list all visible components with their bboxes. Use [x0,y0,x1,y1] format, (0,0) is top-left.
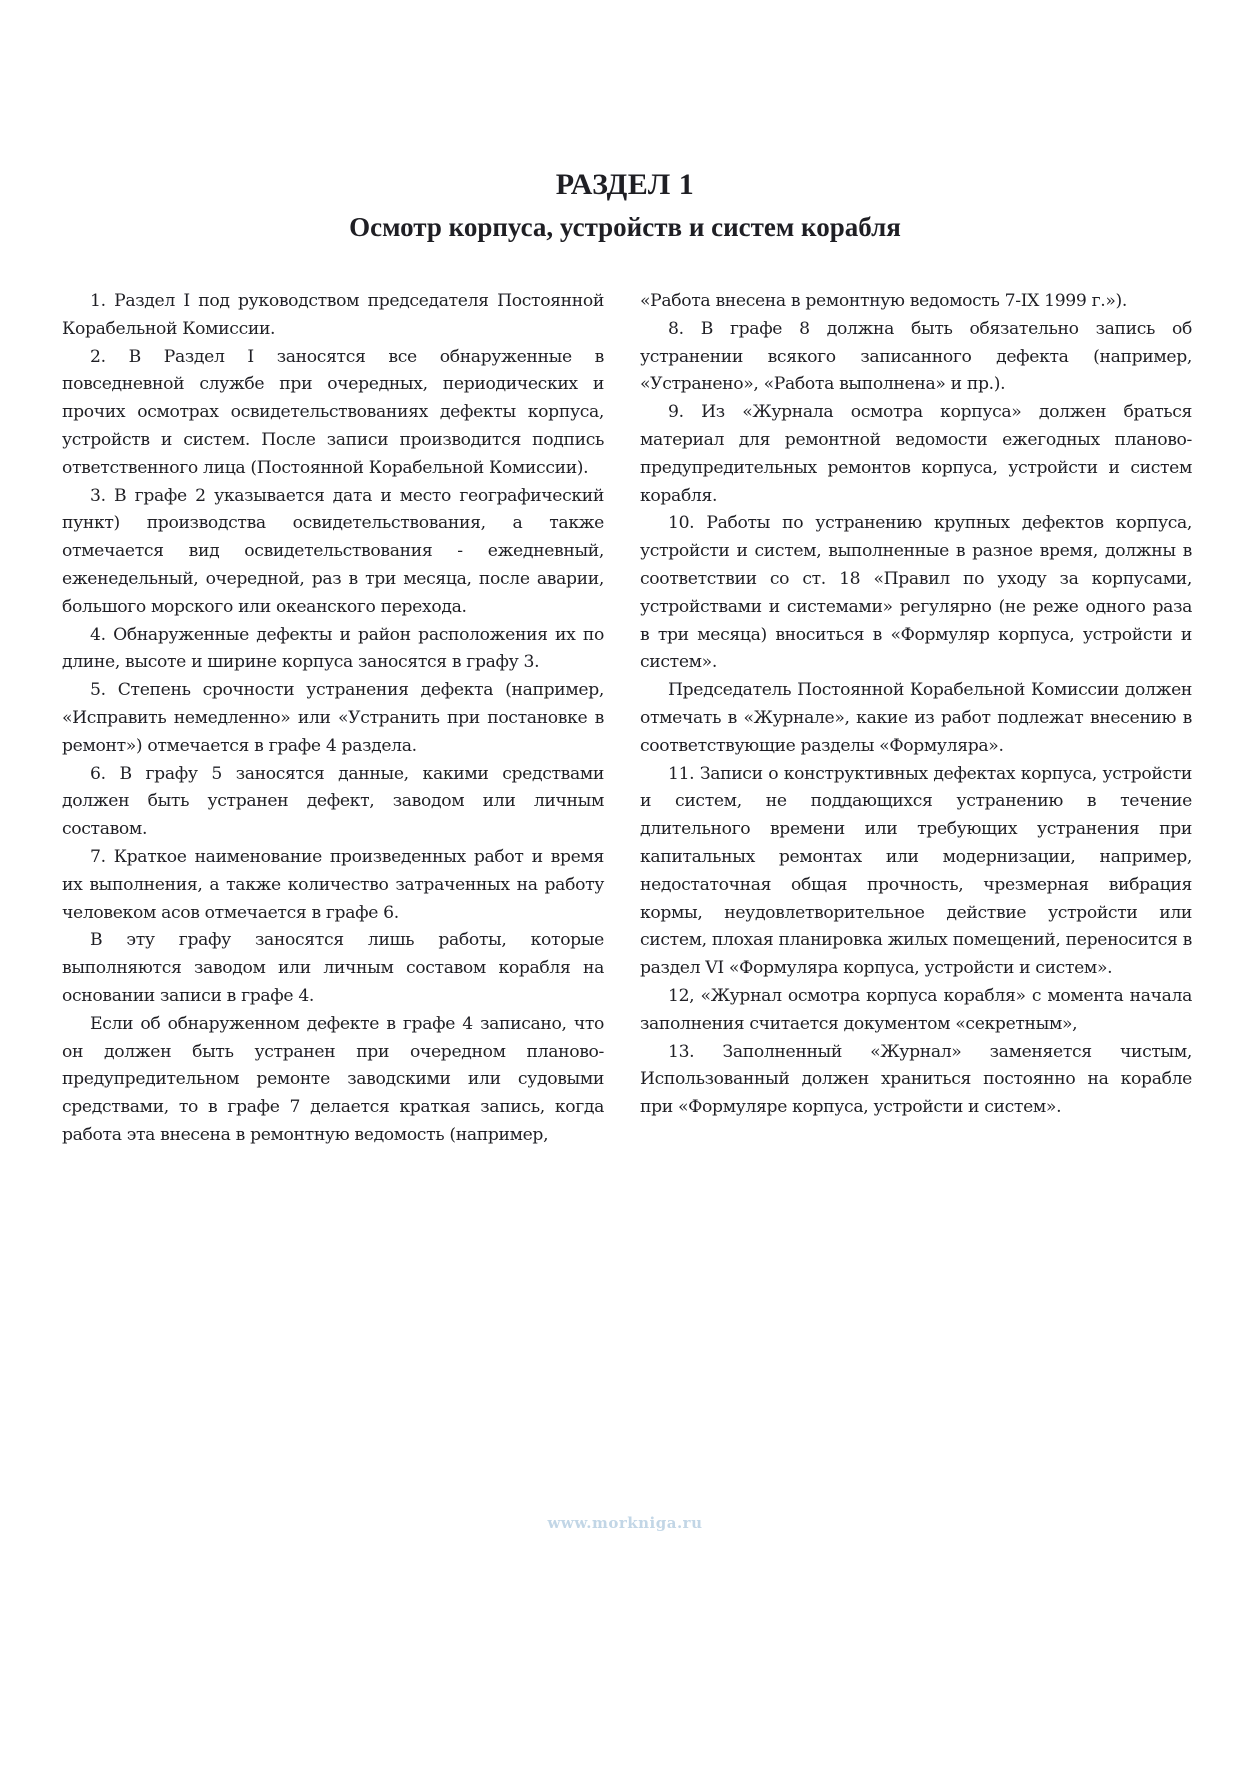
paragraph-12: 12, «Журнал осмотра корпуса корабля» с момента начала заполнения считается документом «секретным», [640,985,1192,1034]
paragraph-7: 7. Краткое наименование произведенных работ и время их выполнения, а также количество затраченных на работу человеком асов отмечается в графе 6. [62,846,604,923]
paragraph-10-note: Председатель Постоянной Корабельной Комиссии должен отмечать в «Журнале», какие из работ подлежат внесению в соответствующие разделы «Формуляра». [640,680,1192,756]
paragraph-9: 9. Из «Журнала осмотра корпуса» должен браться материал для ремонтной ведомости ежегодных планово-предупредительных ремонтов корпуса, устройсти и систем корабля. [640,402,1192,506]
paragraph-4: 4. Обнаруженные дефекты и район расположения их по длине, высоте и ширине корпуса заносятся в графу 3. [62,624,604,673]
paragraph-7-example-continuation: «Работа внесена в ремонтную ведомость 7-IX 1999 г.»). [640,291,1127,311]
section-heading: РАЗДЕЛ 1 [555,168,695,201]
paragraph-2: 2. В Раздел I заносятся все обнаруженные в повседневной службе при очередных, периодических и прочих осмотрах освидетельствованиях дефекты корпуса, устройств и систем. После записи производится подпись ответственного лица (Постоянной Корабельной Комиссии). [62,346,604,478]
page-title: Осмотр корпуса, устройств и систем корабля [349,212,901,242]
paragraph-6: 6. В графу 5 заносятся данные, какими средствами должен быть устранен дефект, заводом или личным составом. [62,763,604,840]
left-column [62,288,604,1150]
paragraph-1: 1. Раздел I под руководством председателя Постоянной Корабельной Комиссии. [62,291,604,339]
paragraph-7-note: В эту графу заносятся лишь работы, которые выполняются заводом или личным составом корабля на основании записи в графе 4. [62,930,604,1006]
paragraph-3: 3. В графе 2 указывается дата и место географический пункт) производства освидетельствования, а также отмечается вид освидетельствования - ежедневный, еженедельный, очередной, раз в три месяца, после аварии, большого морского или океанского перехода. [62,485,604,617]
watermark: www.morkniga.ru [547,1514,703,1532]
paragraph-13: 13. Заполненный «Журнал» заменяется чистым, Использованный должен храниться постоянно на корабле при «Формуляре корпуса, устройсти и систем». [640,1041,1192,1118]
paragraph-5: 5. Степень срочности устранения дефекта (например, «Исправить немедленно» или «Устранить при постановке в ремонт») отмечается в графе 4 раздела. [62,680,604,756]
paragraph-10: 10. Работы по устранению крупных дефектов корпуса, устройсти и систем, выполненные в разное время, должны в соответствии со ст. 18 «Правил по уходу за корпусами, устройствами и системами» регулярно (не реже одного раза в три месяца) вноситься в «Формуляр корпуса, устройсти и систем». [640,513,1192,673]
paragraph-8: 8. В графе 8 должна быть обязательно запись об устранении всякого записанного дефекта (например, «Устранено», «Работа выполнена» и пр.). [640,318,1192,395]
paragraph-7-example: Если об обнаруженном дефекте в графе 4 записано, что он должен быть устранен при очередном планово-предупредительном ремонте заводскими или судовыми средствами, то в графе 7 делается краткая запись, когда работа эта внесена в ремонтную ведомость (например, [62,1013,604,1145]
paragraph-11: 11. Записи о конструктивных дефектах корпуса, устройсти и систем, не поддающихся устранению в течение длительного времени или требующих устранения при капитальных ремонтах или модернизации, например, недостаточная общая прочность, чрезмерная вибрация кормы, неудовлетворительное действие устройсти или систем, плохая планировка жилых помещений, переносится в раздел VI «Формуляра корпуса, устройсти и систем». [640,763,1192,979]
right-column [640,288,1192,1122]
